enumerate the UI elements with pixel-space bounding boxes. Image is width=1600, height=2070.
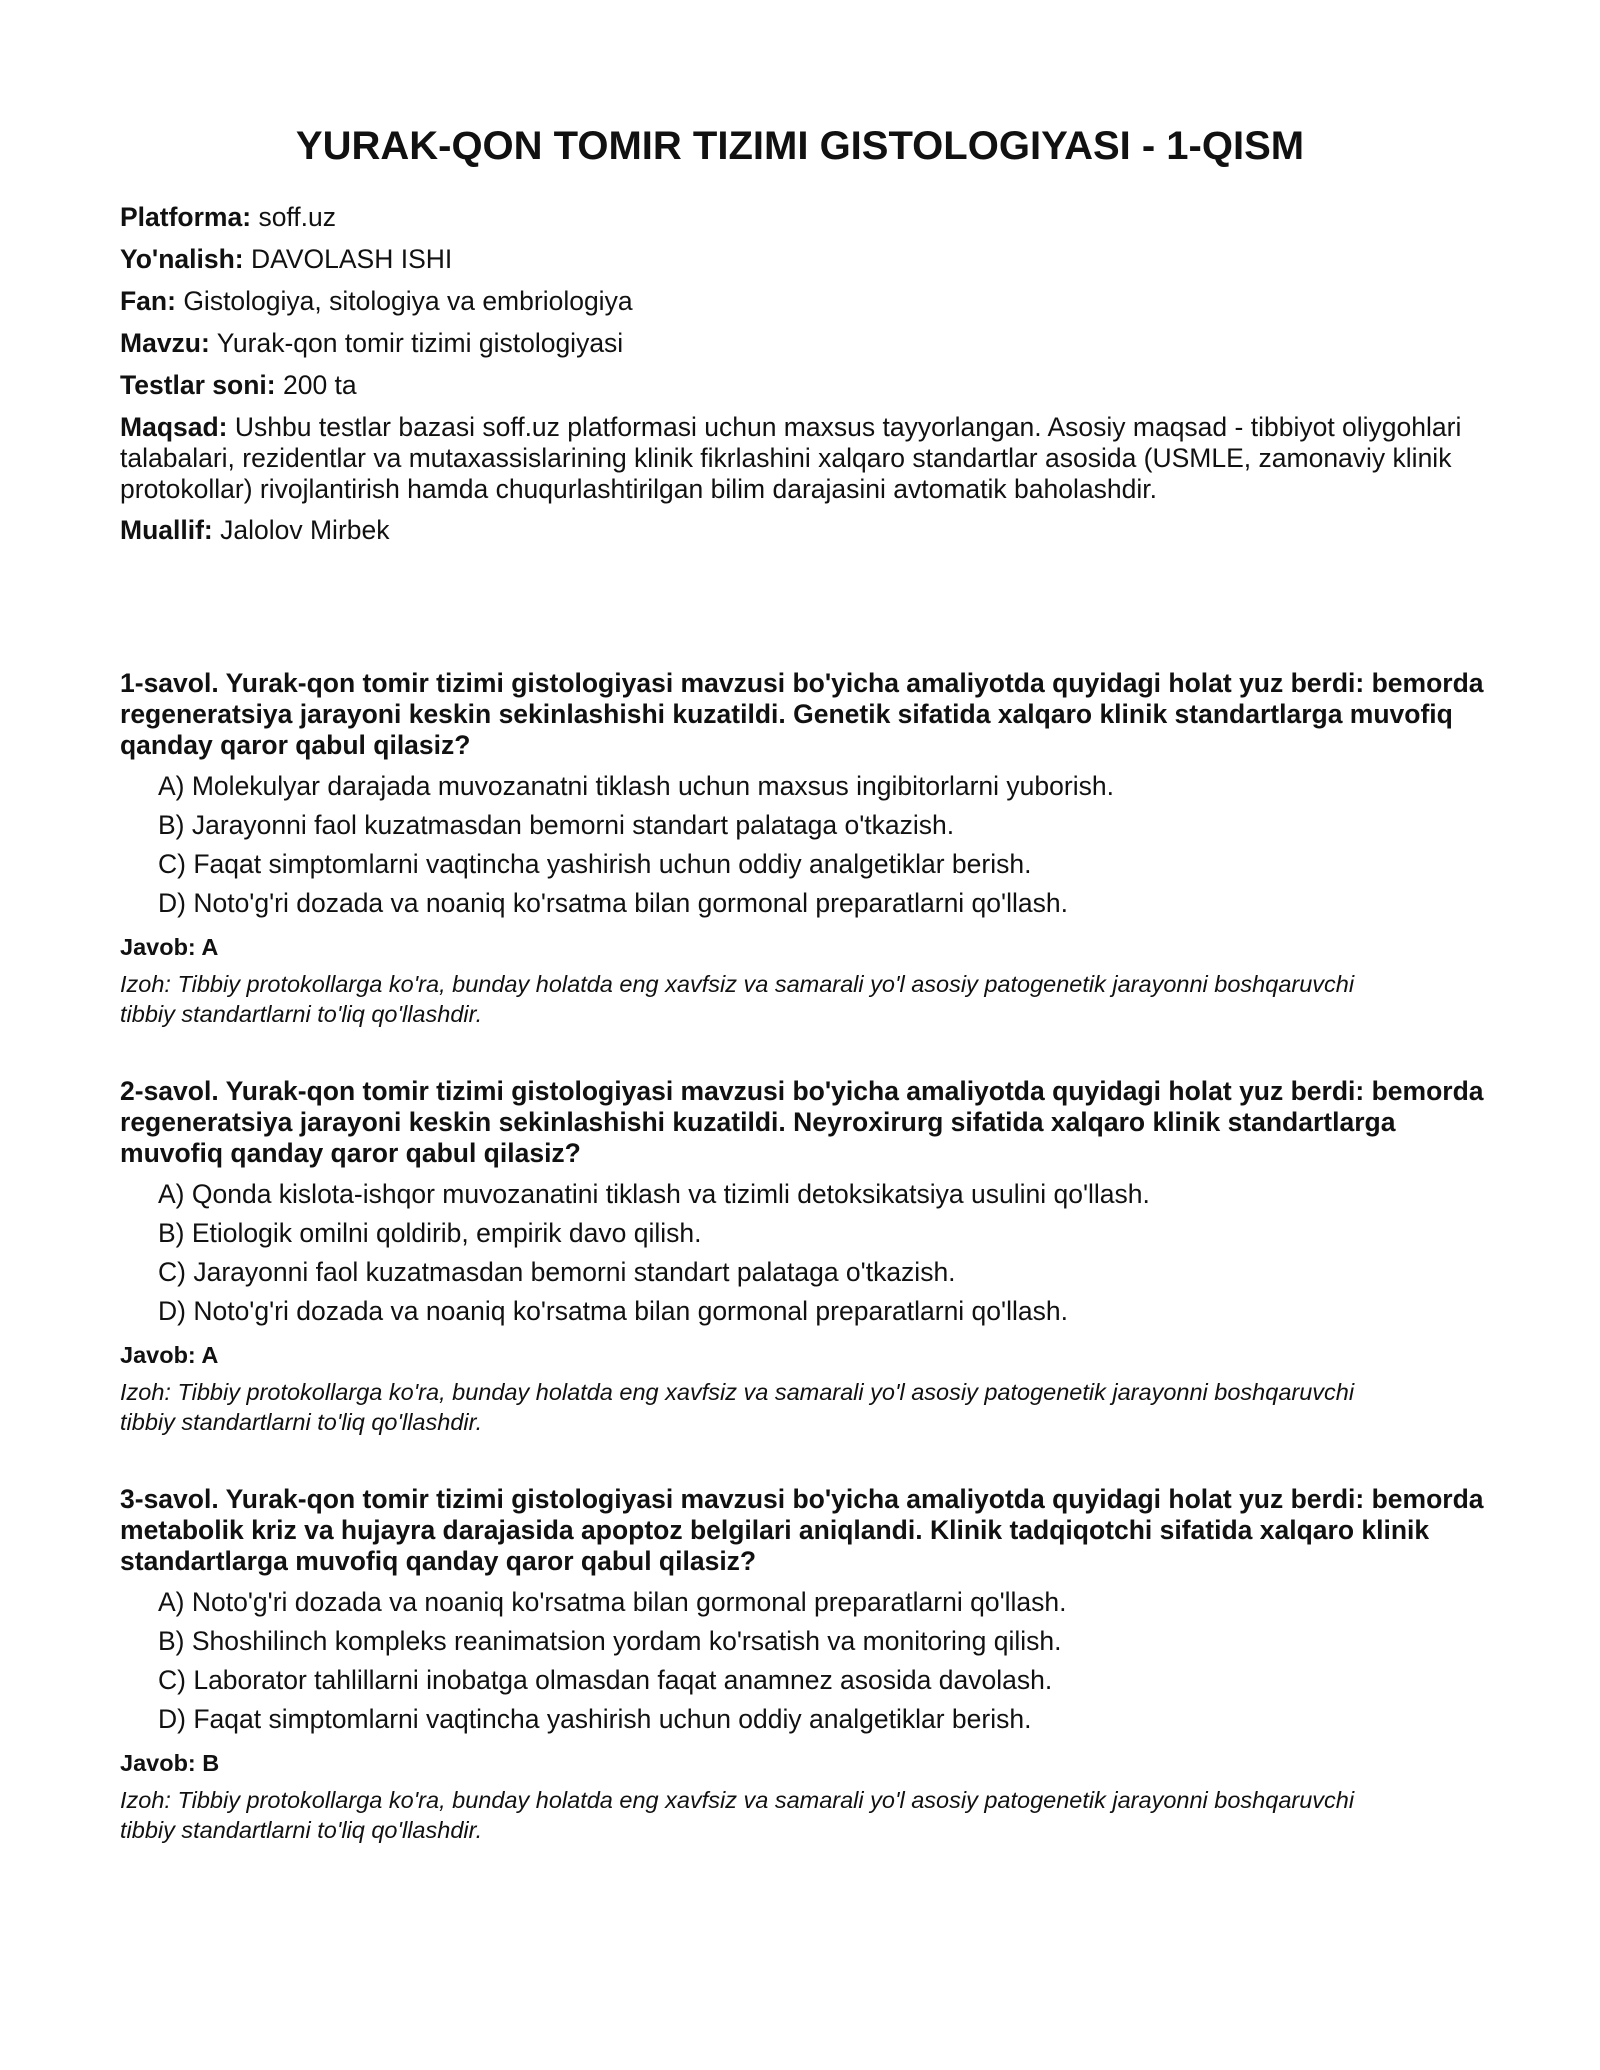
answer-explanation: Izoh: Tibbiy protokollarga ko'ra, bunday holatda eng xavfsiz va samarali yo'l asosiy patogenetik jarayonni boshqaruvchi tibbiy standartlarni to'liq qo'llashdir. <box>120 971 1355 1027</box>
answer-option: D) Faqat simptomlarni vaqtincha yashirish uchun oddiy analgetiklar berish. <box>158 1704 1032 1734</box>
meta-goal-label: Maqsad: <box>120 412 228 442</box>
meta-direction <box>120 244 1490 275</box>
meta-tests-label: Testlar soni: <box>120 370 276 400</box>
meta-goal-value: Ushbu testlar bazasi soff.uz platformasi uchun maxsus tayyorlangan. Asosiy maqsad - tibbiyot oliygohlari talabalari, rezidentlar va mutaxassislarining klinik fikrlashini xalqaro standartlar asosida (USMLE, zamonaviy klinik protokollar) rivojlantirish hamda chuqurlashtirilgan bilim darajasini avtomatik baholashdir. <box>120 412 1462 504</box>
answer-option: A) Molekulyar darajada muvozanatni tiklash uchun maxsus ingibitorlarni yuborish. <box>158 771 1114 801</box>
answer-options <box>120 771 1490 919</box>
answer-option: B) Shoshilinch kompleks reanimatsion yordam ko'rsatish va monitoring qilish. <box>158 1626 1062 1656</box>
answer-option: A) Qonda kislota-ishqor muvozanatini tiklash va tizimli detoksikatsiya usulini qo'llash. <box>158 1179 1150 1209</box>
meta-author <box>120 515 1490 546</box>
question-text: 3-savol. Yurak-qon tomir tizimi gistologiyasi mavzusi bo'yicha amaliyotda quyidagi holat yuz berdi: bemorda metabolik kriz va hujayra darajasida apoptoz belgilari aniqlandi. Klinik tadqiqotchi sifatida xalqaro klinik standartlarga muvofiq qanday qaror qabul qilasiz? <box>120 1484 1484 1576</box>
question-text: 1-savol. Yurak-qon tomir tizimi gistologiyasi mavzusi bo'yicha amaliyotda quyidagi holat yuz berdi: bemorda regeneratsiya jarayoni keskin sekinlashishi kuzatildi. Genetik sifatida xalqaro klinik standartlarga muvofiq qanday qaror qabul qilasiz? <box>120 668 1484 760</box>
meta-author-label: Muallif: <box>120 515 213 545</box>
answer-option: A) Noto'g'ri dozada va noaniq ko'rsatma bilan gormonal preparatlarni qo'llash. <box>158 1587 1067 1617</box>
correct-answer: Javob: A <box>120 1342 219 1368</box>
document-metadata <box>120 202 1490 557</box>
meta-platform <box>120 202 1490 233</box>
meta-topic-value: Yurak-qon tomir tizimi gistologiyasi <box>216 328 624 358</box>
meta-subject-value: Gistologiya, sitologiya va embriologiya <box>183 286 633 316</box>
answer-option: C) Laborator tahlillarni inobatga olmasdan faqat anamnez asosida davolash. <box>158 1665 1053 1695</box>
question-block <box>120 1076 1490 1437</box>
answer-option: D) Noto'g'ri dozada va noaniq ko'rsatma bilan gormonal preparatlarni qo'llash. <box>158 1296 1068 1326</box>
meta-platform-label: Platforma: <box>120 202 252 232</box>
answer-option: C) Faqat simptomlarni vaqtincha yashirish uchun oddiy analgetiklar berish. <box>158 849 1032 879</box>
meta-direction-label: Yo'nalish: <box>120 244 244 274</box>
meta-subject-label: Fan: <box>120 286 176 316</box>
meta-tests-value: 200 ta <box>282 370 357 400</box>
meta-topic-label: Mavzu: <box>120 328 210 358</box>
meta-topic <box>120 328 1490 359</box>
meta-subject <box>120 286 1490 317</box>
question-block <box>120 668 1490 1029</box>
answer-explanation: Izoh: Tibbiy protokollarga ko'ra, bunday holatda eng xavfsiz va samarali yo'l asosiy patogenetik jarayonni boshqaruvchi tibbiy standartlarni to'liq qo'llashdir. <box>120 1379 1355 1435</box>
answer-option: D) Noto'g'ri dozada va noaniq ko'rsatma bilan gormonal preparatlarni qo'llash. <box>158 888 1068 918</box>
question-block <box>120 1484 1490 1845</box>
answer-option: C) Jarayonni faol kuzatmasdan bemorni standart palataga o'tkazish. <box>158 1257 956 1287</box>
meta-tests-count <box>120 370 1490 401</box>
answer-option: B) Etiologik omilni qoldirib, empirik davo qilish. <box>158 1218 702 1248</box>
answer-explanation: Izoh: Tibbiy protokollarga ko'ra, bunday holatda eng xavfsiz va samarali yo'l asosiy patogenetik jarayonni boshqaruvchi tibbiy standartlarni to'liq qo'llashdir. <box>120 1787 1355 1843</box>
correct-answer: Javob: B <box>120 1750 220 1776</box>
meta-direction-value: DAVOLASH ISHI <box>250 244 453 274</box>
meta-author-value: Jalolov Mirbek <box>220 515 390 545</box>
question-text: 2-savol. Yurak-qon tomir tizimi gistologiyasi mavzusi bo'yicha amaliyotda quyidagi holat yuz berdi: bemorda regeneratsiya jarayoni keskin sekinlashishi kuzatildi. Neyroxirurg sifatida xalqaro klinik standartlarga muvofiq qanday qaror qabul qilasiz? <box>120 1076 1484 1168</box>
meta-platform-value: soff.uz <box>258 202 337 232</box>
answer-options <box>120 1179 1490 1327</box>
correct-answer: Javob: A <box>120 934 219 960</box>
answer-options <box>120 1587 1490 1735</box>
answer-option: B) Jarayonni faol kuzatmasdan bemorni standart palataga o'tkazish. <box>158 810 955 840</box>
document-title: YURAK-QON TOMIR TIZIMI GISTOLOGIYASI - 1-QISM <box>295 124 1305 168</box>
meta-goal <box>120 412 1490 505</box>
